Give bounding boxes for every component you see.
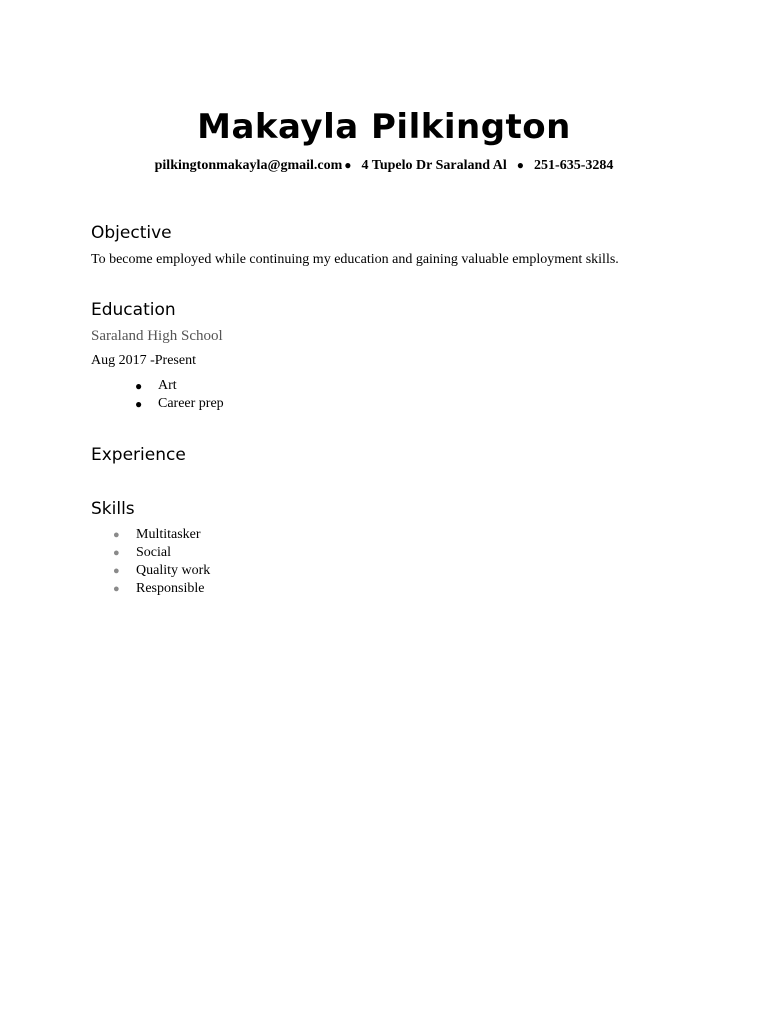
skill-item-label: Social: [136, 545, 171, 560]
skills-list: [113, 526, 210, 598]
bullet-icon: ●: [113, 565, 120, 577]
contact-line: [0, 155, 768, 176]
list-item: [113, 580, 210, 598]
skills-heading: Skills: [91, 499, 135, 519]
education-list: [135, 377, 224, 413]
list-item: [113, 562, 210, 580]
education-item-label: Career prep: [158, 396, 224, 411]
bullet-icon: ●: [135, 397, 143, 411]
contact-separator-icon: ●: [516, 158, 525, 172]
bullet-icon: ●: [135, 379, 143, 393]
list-item: [135, 395, 224, 413]
contact-email: pilkingtonmakayla@gmail.com: [154, 158, 343, 173]
objective-text: To become employed while continuing my education and gaining valuable employment skills.: [91, 252, 619, 267]
bullet-icon: ●: [113, 547, 120, 559]
skill-item-label: Responsible: [136, 581, 205, 596]
education-dates: Aug 2017 -Present: [91, 353, 196, 368]
skill-item-label: Quality work: [136, 563, 211, 578]
list-item: [113, 526, 210, 544]
education-item-label: Art: [158, 378, 177, 393]
education-school: Saraland High School: [91, 328, 223, 344]
contact-separator-icon: ●: [344, 158, 352, 172]
bullet-icon: ●: [113, 529, 120, 541]
skill-item-label: Multitasker: [136, 527, 201, 542]
list-item: [135, 377, 224, 395]
contact-phone: 251-635-3284: [534, 158, 614, 173]
resume-name: Makayla Pilkington: [197, 107, 571, 147]
list-item: [113, 544, 210, 562]
education-heading: Education: [91, 300, 176, 320]
contact-address: 4 Tupelo Dr Saraland Al: [361, 158, 507, 173]
bullet-icon: ●: [113, 583, 120, 595]
objective-heading: Objective: [91, 223, 172, 243]
experience-heading: Experience: [91, 445, 186, 465]
